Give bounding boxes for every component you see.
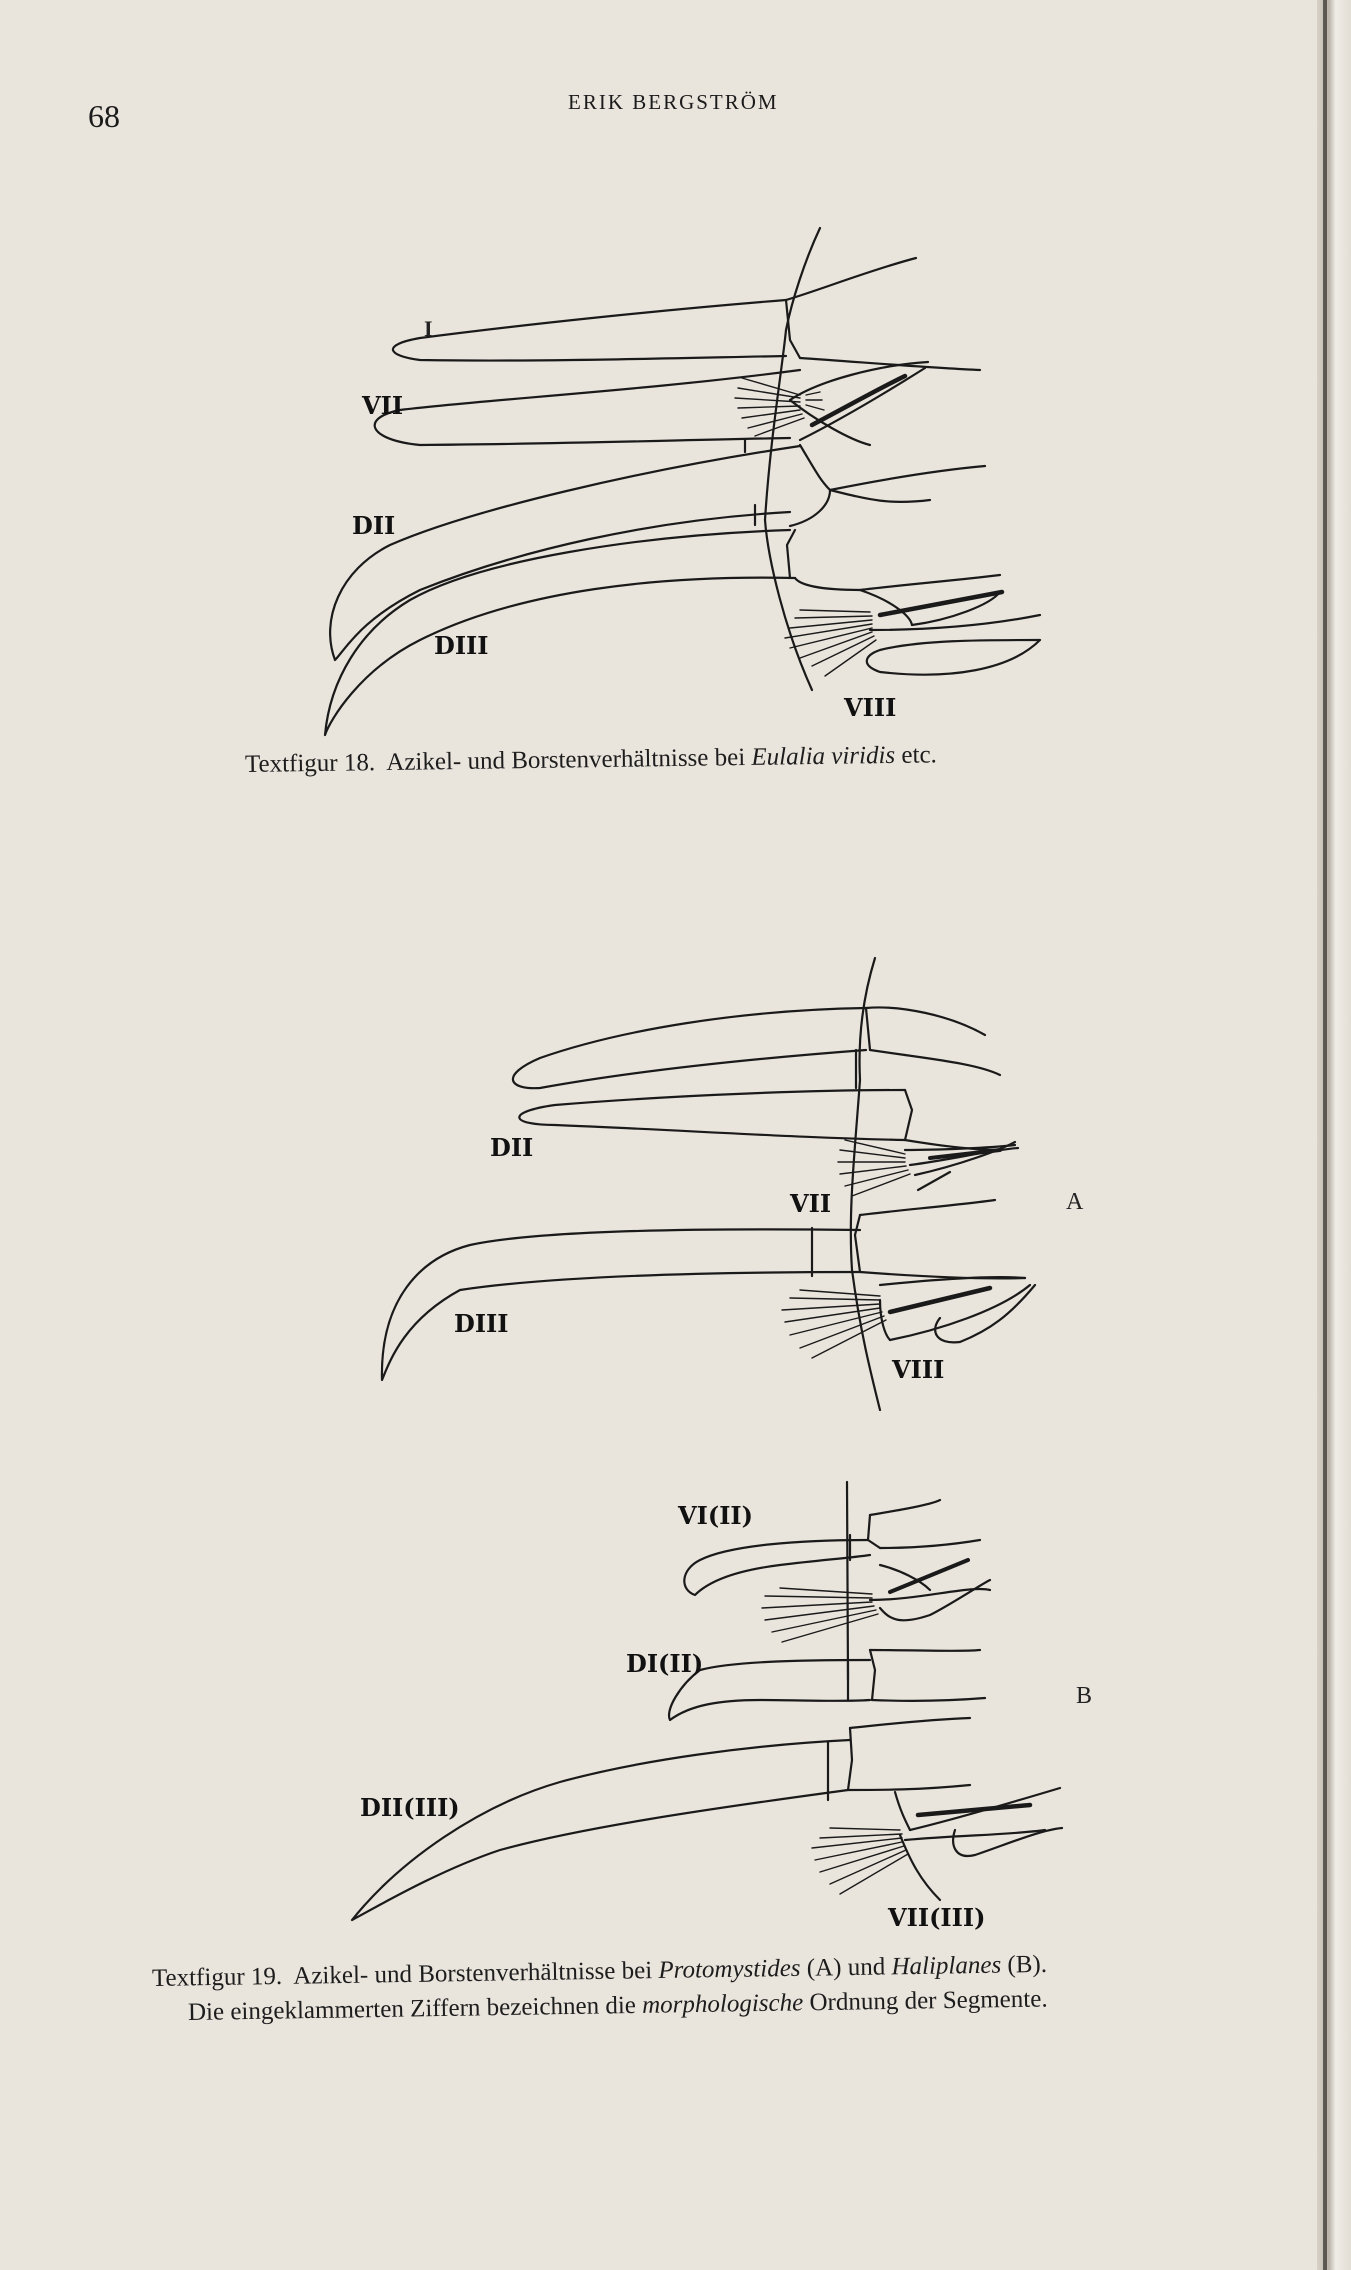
caption-prefix: Textfigur 18. (244, 749, 376, 778)
caption-prefix: Textfigur 19. (151, 1962, 283, 1992)
label-DII: DII (352, 511, 396, 540)
label-VIII: VIII (844, 693, 897, 722)
label-B-DI-II: DI(II) (626, 1649, 704, 1678)
caption-text: Azikel- und Borstenverhältnisse bei (293, 1957, 653, 1990)
label-A-DII: DII (490, 1133, 534, 1162)
label-A-VIII: VIII (892, 1355, 945, 1384)
caption-line2-start: Die eingeklammerten Ziffern bezeichnen die (187, 1991, 637, 2026)
label-A-VII: VII (790, 1189, 832, 1218)
caption-text: Azikel- und Borstenverhältnisse bei (386, 744, 746, 777)
running-head: ERIK BERGSTRÖM (568, 90, 779, 114)
label-B-VII-III: VII(III) (888, 1903, 986, 1932)
caption-label-a: (A) und (806, 1953, 886, 1982)
caption-suffix: etc. (901, 741, 937, 769)
caption-line2-end: Ordnung der Segmente. (809, 1985, 1048, 2017)
label-I: I (424, 316, 433, 341)
label-DIII: DIII (434, 631, 489, 660)
caption-line2-italic: morphologische (641, 1989, 804, 2019)
label-B-VI-II: VI(II) (678, 1501, 754, 1530)
label-VII: VII (362, 391, 404, 420)
caption-species-b: Haliplanes (891, 1951, 1002, 1981)
panel-letter-B: B (1076, 1683, 1093, 1709)
label-B-DII-III: DII(III) (360, 1793, 460, 1822)
caption-label-b: (B). (1007, 1950, 1048, 1979)
figure-19-caption-line2 (188, 1986, 1048, 2025)
caption-species-a: Protomystides (658, 1954, 801, 1985)
panel-letter-A: A (1066, 1189, 1084, 1215)
page-number: 68 (88, 98, 120, 134)
label-A-DIII: DIII (454, 1309, 509, 1338)
caption-species: Eulalia viridis (751, 741, 896, 771)
